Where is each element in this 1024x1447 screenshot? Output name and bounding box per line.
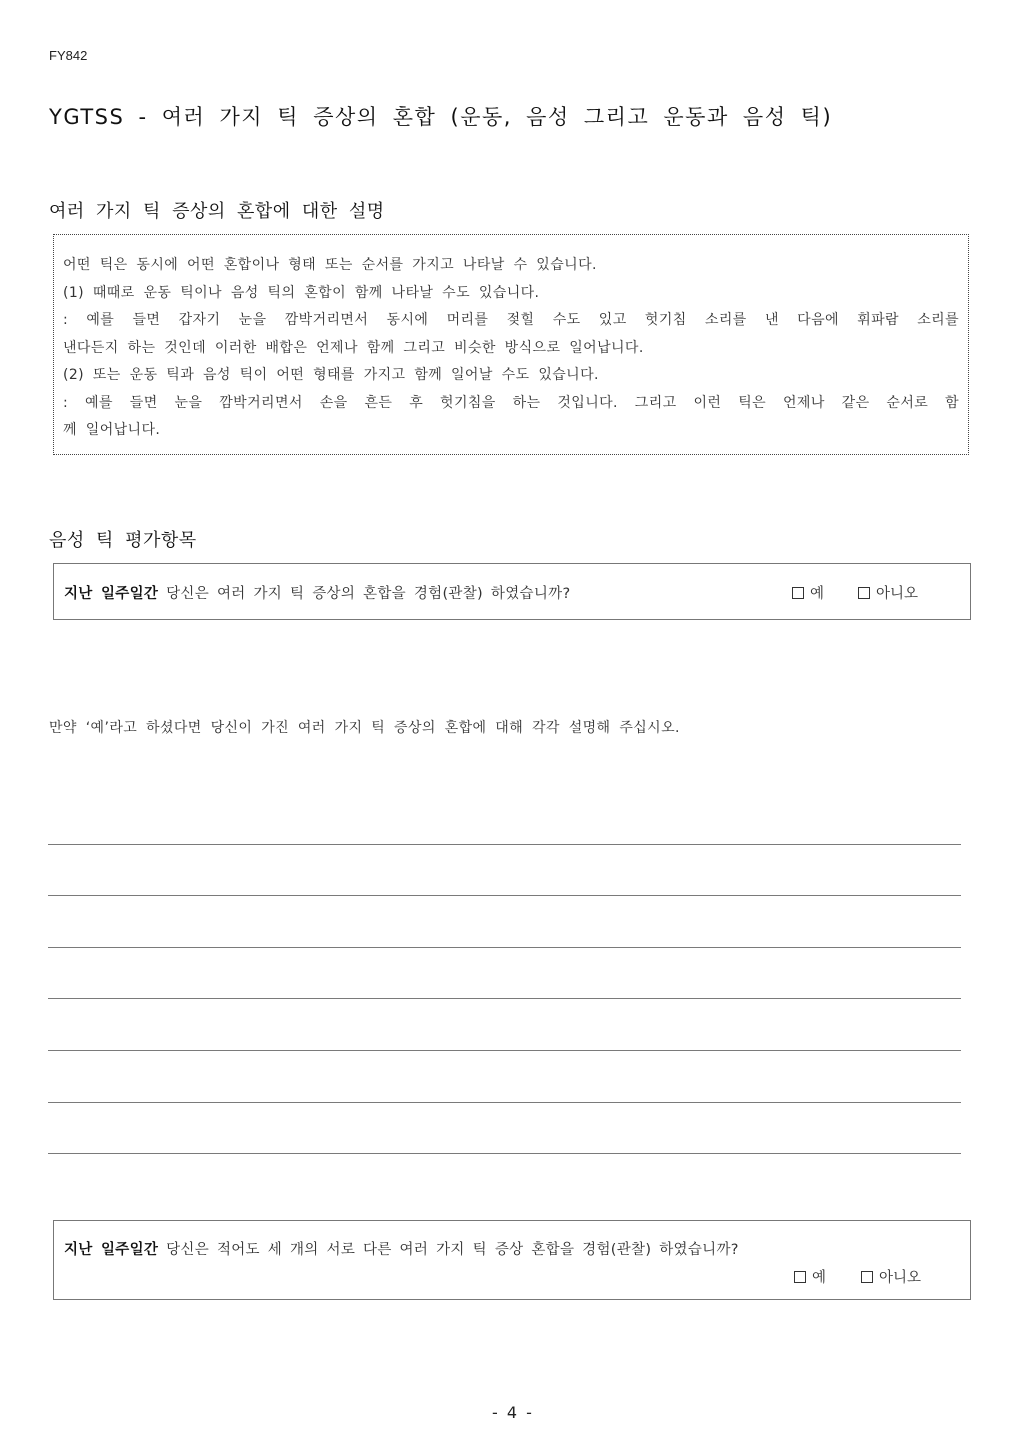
page-number: - 4 - [492,1403,532,1422]
answer-line[interactable] [48,895,961,896]
checkbox-icon[interactable] [792,587,804,599]
question-1-body: 당신은 여러 가지 틱 증상의 혼합을 경험(관찰) 하였습니까? [158,586,571,602]
checkbox-icon[interactable] [861,1271,873,1283]
yes-label: 예 [812,1270,827,1286]
checkbox-icon[interactable] [858,587,870,599]
question-2-bold-prefix: 지난 일주일간 [64,1242,159,1258]
description-line: 어떤 틱은 동시에 어떤 혼합이나 형태 또는 순서를 가지고 나타날 수 있습니다. [63,257,597,273]
question-1-bold-prefix: 지난 일주일간 [64,586,159,602]
description-heading: 여러 가지 틱 증상의 혼합에 대한 설명 [49,201,385,222]
description-line: 낸다든지 하는 것인데 이러한 배합은 언제나 함께 그리고 비슷한 방식으로 일어납니다. [63,340,644,356]
question-1-box [53,563,971,620]
page-title: YGTSS - 여러 가지 틱 증상의 혼합 (운동, 음성 그리고 운동과 음성 틱) [49,105,833,129]
description-line: 께 일어납니다. [63,422,161,438]
question-2-box [53,1220,971,1300]
question-1-yes-option[interactable] [792,582,824,603]
description-line: : 예를 들면 갑자기 눈을 깜박거리면서 동시에 머리를 젖힐 수도 있고 헛기침 소리를 낸 다음에 휘파람 소리를 [63,312,959,328]
answer-line[interactable] [48,1102,961,1103]
answer-line[interactable] [48,947,961,948]
answer-line[interactable] [48,998,961,999]
question-2-body: 당신은 적어도 세 개의 서로 다른 여러 가지 틱 증상 혼합을 경험(관찰) 하였습니까? [158,1242,739,1258]
question-2-text [64,1238,739,1259]
no-label: 아니오 [879,1270,922,1286]
checkbox-icon[interactable] [794,1271,806,1283]
description-line: : 예를 들면 눈을 깜박거리면서 손을 흔든 후 헛기침을 하는 것입니다. 그리고 이런 틱은 언제나 같은 순서로 함 [63,395,959,411]
answer-line[interactable] [48,844,961,845]
description-line: (1) 때때로 운동 틱이나 음성 틱의 혼합이 함께 나타날 수도 있습니다. [63,285,540,301]
question-1-text [64,582,570,603]
yes-label: 예 [810,586,825,602]
no-label: 아니오 [876,586,919,602]
question-2-yes-option[interactable] [794,1266,826,1287]
answer-line[interactable] [48,1153,961,1154]
assessment-heading: 음성 틱 평가항목 [49,530,197,551]
answer-line[interactable] [48,1050,961,1051]
description-box [53,234,969,455]
instruction-text: 만약 ‘예’라고 하셨다면 당신이 가진 여러 가지 틱 증상의 혼합에 대해 각각 설명해 주십시오. [49,720,680,736]
document-id: FY842 [49,48,88,63]
question-2-no-option[interactable] [861,1266,921,1287]
description-line: (2) 또는 운동 틱과 음성 틱이 어떤 형태를 가지고 함께 일어날 수도 있습니다. [63,367,599,383]
question-1-no-option[interactable] [858,582,918,603]
